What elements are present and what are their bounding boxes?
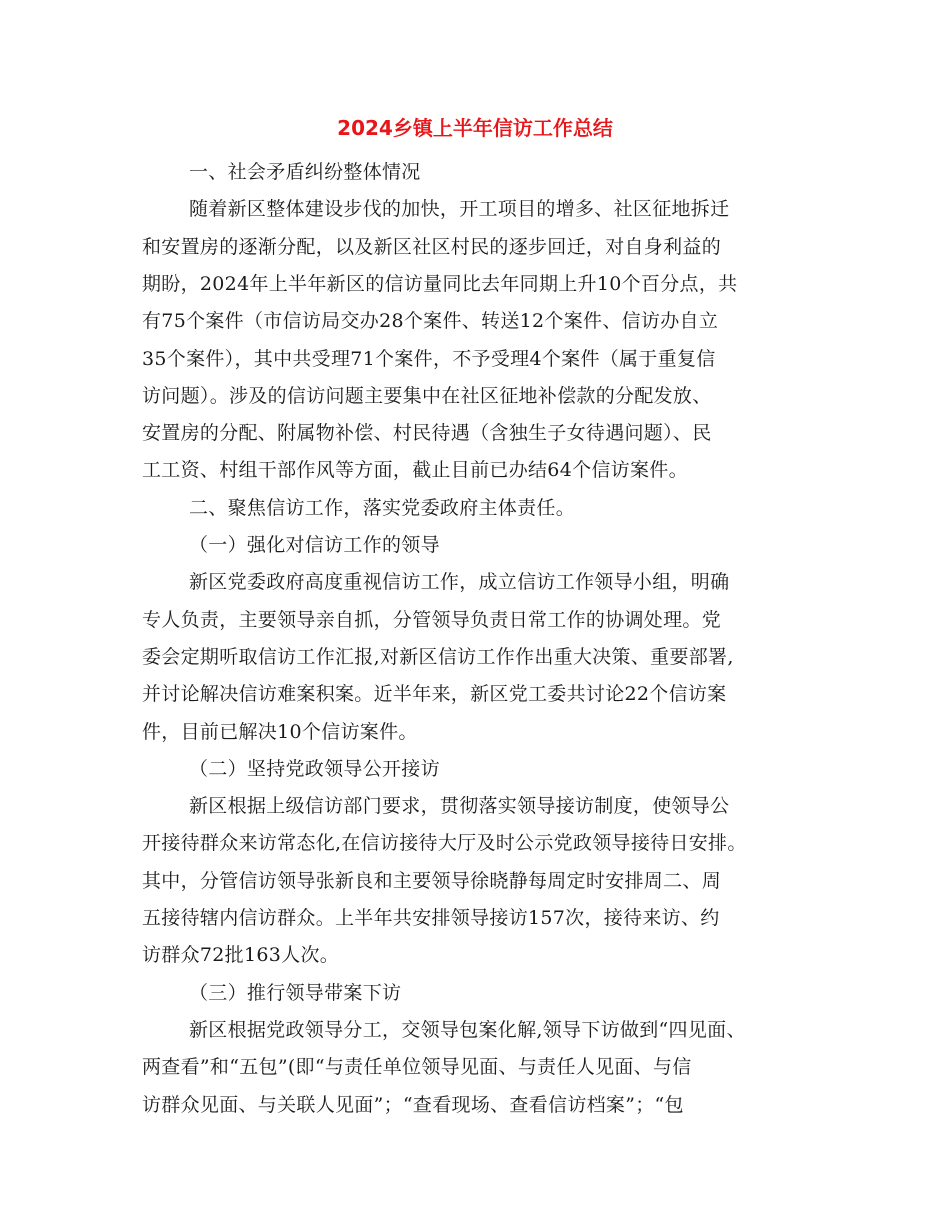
body-line: 访群众72批163人次。 [142,944,340,967]
body-line: 并讨论解决信访难案积案。近半年来，新区党工委共讨论22个信访案 [142,683,727,706]
body-line: 二、聚焦信访工作，落实党委政府主体责任。 [189,496,576,519]
body-line: 件，目前已解决10个信访案件。 [142,720,418,743]
body-line: 访问题）。涉及的信访问题主要集中在社区征地补偿款的分配发放、 [142,384,712,407]
body-line: 一、社会矛盾纠纷整体情况 [189,161,421,183]
body-line: （三）推行领导带案下访 [189,981,402,1004]
document-title: 2024乡镇上半年信访工作总结 [337,116,613,140]
body-line: 访群众见面、与关联人见面”；“查看现场、查看信访档案”；“包 [142,1093,684,1116]
body-line: 工工资、村组干部作风等方面，截止目前已办结64个信访案件。 [142,459,688,482]
body-line: 新区根据上级信访部门要求，贯彻落实领导接访制度，使领导公 [189,795,730,818]
body-line: 五接待辖内信访群众。上半年共安排领导接访157次，接待来访、约 [142,907,720,929]
body-line: 安置房的分配、附属物补偿、村民待遇（含独生子女待遇问题）、民 [142,422,712,445]
body-line: 新区党委政府高度重视信访工作，成立信访工作领导小组，明确 [189,571,730,594]
body-line: 随着新区整体建设步伐的加快，开工项目的增多、社区征地拆迁 [189,198,730,221]
body-line: 和安置房的逐渐分配，以及新区社区村民的逐步回迁，对自身利益的 [142,235,722,258]
body-line: 35个案件），其中共受理71个案件，不予受理4个案件（属于重复信 [142,347,716,370]
body-line: 开接待群众来访常态化,在信访接待大厅及时公示党政领导接待日安排。 [142,832,747,855]
body-line: （二）坚持党政领导公开接访 [189,757,440,780]
body-line: 委会定期听取信访工作汇报,对新区信访工作作出重大决策、重要部署, [142,645,734,668]
body-line: 期盼，2024年上半年新区的信访量同比去年同期上升10个百分点，共 [142,272,738,295]
body-line: 新区根据党政领导分工，交领导包案化解,领导下访做到“四见面、 [189,1018,746,1041]
body-line: 两查看”和“五包”(即“与责任单位领导见面、与责任人见面、与信 [142,1056,692,1079]
body-line: 有75个案件（市信访局交办28个案件、转送12个案件、信访办自立 [142,310,719,333]
body-line: 其中，分管信访领导张新良和主要领导徐晓静每周定时安排周二、周 [142,869,722,892]
body-line: 专人负责，主要领导亲自抓，分管领导负责日常工作的协调处理。党 [142,608,722,631]
body-line: （一）强化对信访工作的领导 [189,534,440,556]
